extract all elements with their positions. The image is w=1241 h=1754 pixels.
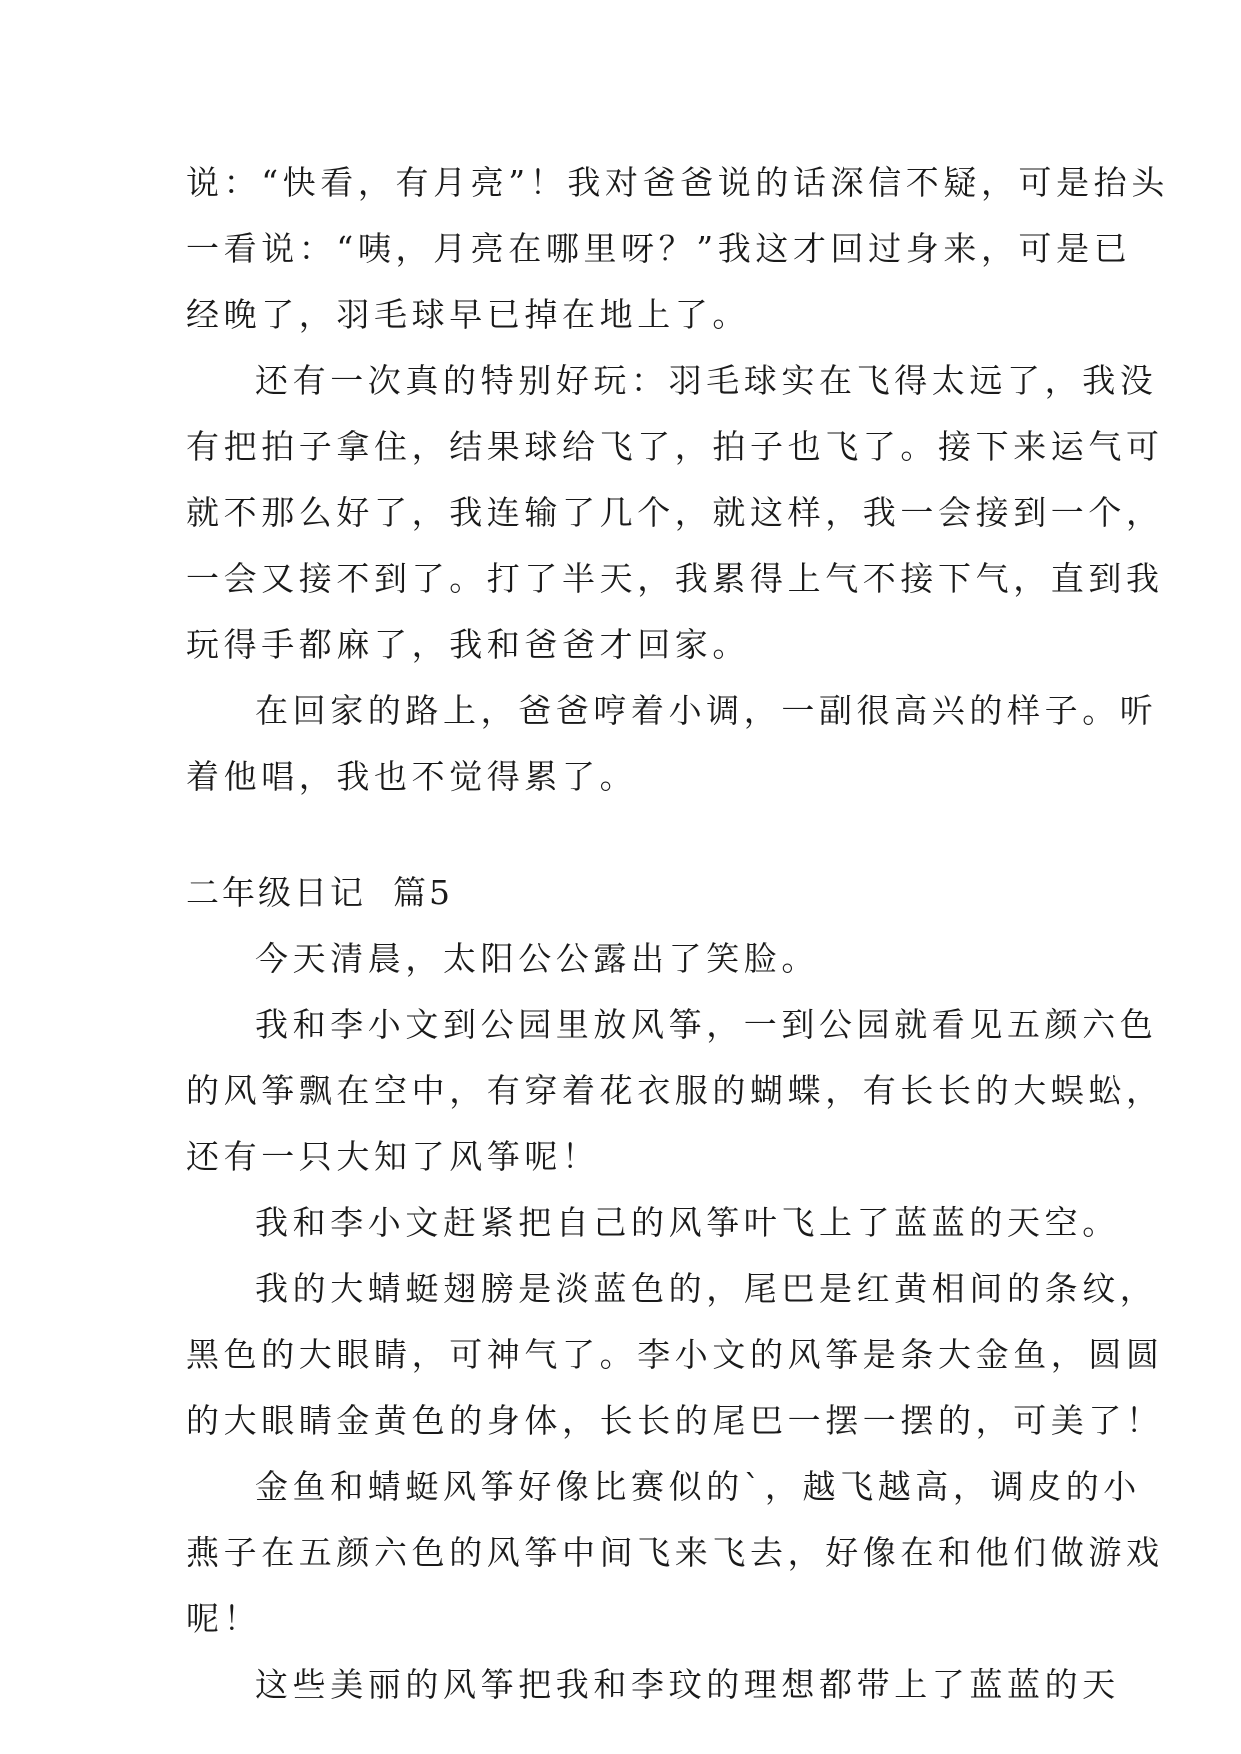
paragraph bbox=[186, 1652, 1120, 1718]
text-line: 我和李小文赶紧把自己的风筝叶飞上了蓝蓝的天空。 bbox=[255, 1203, 1120, 1242]
text-line: 一会又接不到了。打了半天，我累得上气不接下气，直到我 bbox=[186, 559, 1164, 598]
paragraph bbox=[186, 348, 1164, 678]
text-line: 的风筝飘在空中，有穿着花衣服的蝴蝶，有长长的大蜈蚣， bbox=[186, 1071, 1164, 1110]
text-line: 说：“快看，有月亮”！我对爸爸说的话深信不疑，可是抬头 bbox=[186, 163, 1169, 202]
text-line: 金鱼和蜻蜓风筝好像比赛似的`，越飞越高，调皮的小 bbox=[255, 1467, 1141, 1506]
paragraph bbox=[186, 1454, 1164, 1652]
text-line: 着他唱，我也不觉得累了。 bbox=[186, 757, 638, 796]
text-line: 就不那么好了，我连输了几个，就这样，我一会接到一个， bbox=[186, 493, 1164, 532]
text-line: 还有一次真的特别好玩：羽毛球实在飞得太远了，我没 bbox=[255, 361, 1158, 400]
section-heading: 二年级日记 篇5 bbox=[186, 873, 453, 912]
paragraph bbox=[186, 1190, 1120, 1256]
text-line: 燕子在五颜六色的风筝中间飞来飞去，好像在和他们做游戏 bbox=[186, 1533, 1164, 1572]
text-line: 呢！ bbox=[186, 1599, 262, 1638]
text-line: 我的大蜻蜓翅膀是淡蓝色的，尾巴是红黄相间的条纹， bbox=[255, 1269, 1158, 1308]
text-line: 黑色的大眼睛，可神气了。李小文的风筝是条大金鱼，圆圆 bbox=[186, 1335, 1164, 1374]
text-line: 玩得手都麻了，我和爸爸才回家。 bbox=[186, 625, 750, 664]
text-line: 的大眼睛金黄色的身体，长长的尾巴一摆一摆的，可美了！ bbox=[186, 1401, 1164, 1440]
text-line: 经晚了，羽毛球早已掉在地上了。 bbox=[186, 295, 750, 334]
paragraph bbox=[186, 678, 1158, 810]
section-gap bbox=[186, 810, 1056, 860]
paragraph bbox=[186, 992, 1164, 1190]
text-line: 还有一只大知了风筝呢！ bbox=[186, 1137, 600, 1176]
text-line: 这些美丽的风筝把我和李玟的理想都带上了蓝蓝的天 bbox=[255, 1665, 1120, 1704]
document-page bbox=[186, 150, 1169, 1718]
text-line: 今天清晨，太阳公公露出了笑脸。 bbox=[255, 939, 819, 978]
paragraph bbox=[186, 150, 1169, 348]
text-line: 我和李小文到公园里放风筝，一到公园就看见五颜六色 bbox=[255, 1005, 1158, 1044]
text-line: 一看说：“咦，月亮在哪里呀？”我这才回过身来，可是已 bbox=[186, 229, 1132, 268]
text-line: 在回家的路上，爸爸哼着小调，一副很高兴的样子。听 bbox=[255, 691, 1158, 730]
paragraph bbox=[186, 926, 1056, 992]
text-line: 有把拍子拿住，结果球给飞了，拍子也飞了。接下来运气可 bbox=[186, 427, 1164, 466]
paragraph bbox=[186, 1256, 1164, 1454]
